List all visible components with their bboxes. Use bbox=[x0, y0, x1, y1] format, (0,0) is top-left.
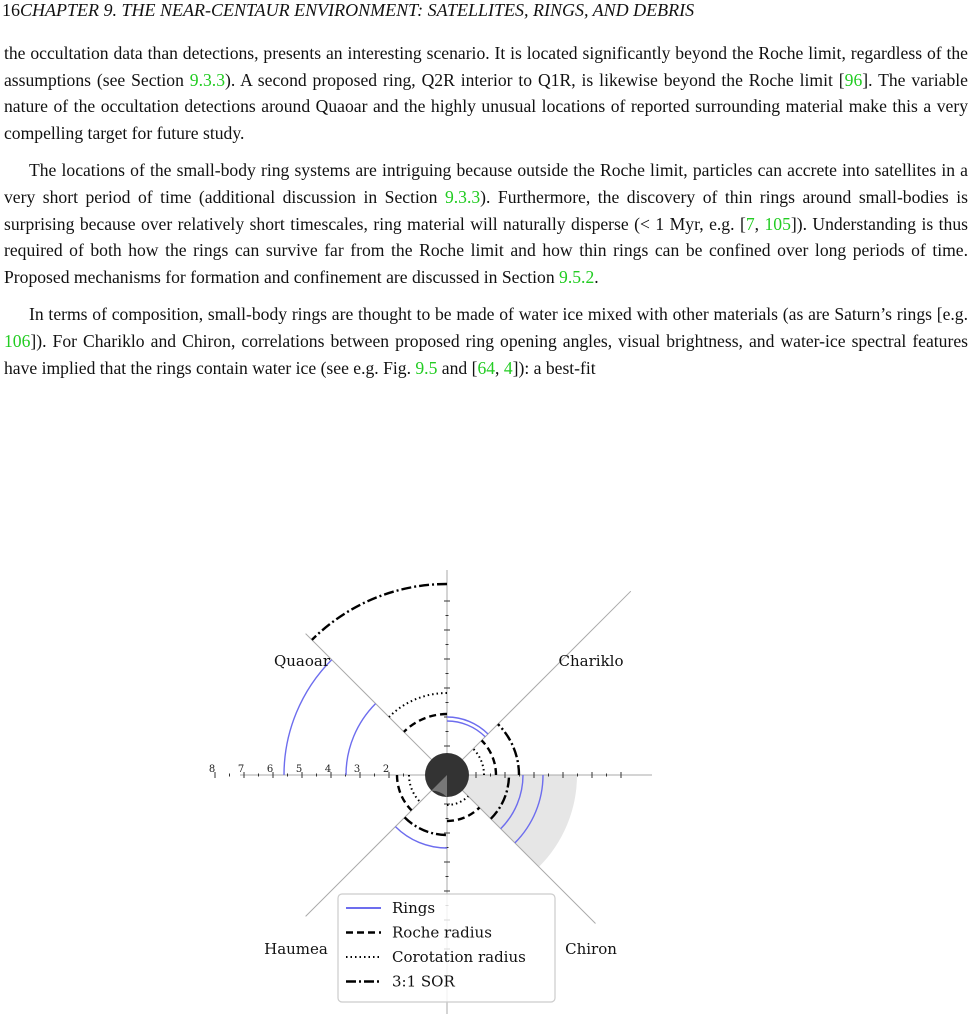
ring-arc-quaoar-outer bbox=[284, 660, 332, 775]
legend-label: Rings bbox=[392, 899, 436, 917]
running-title: CHAPTER 9. THE NEAR-CENTAUR ENVIRONMENT: SATELLITES, RINGS, AND DEBRIS bbox=[20, 0, 695, 20]
reference-link[interactable]: 9.5.2 bbox=[559, 266, 595, 287]
sor-arc-haumea bbox=[405, 817, 447, 835]
page-number: 16 bbox=[2, 0, 20, 20]
running-header bbox=[2, 0, 970, 21]
roche-arc-chiron bbox=[447, 808, 480, 822]
ring-arc-quaoar-inner bbox=[346, 704, 376, 775]
shaded-sector bbox=[447, 775, 577, 867]
corotation-arc-quaoar bbox=[389, 693, 447, 717]
reference-link[interactable]: 106 bbox=[4, 330, 31, 351]
text-run: ). Furthermore, the discovery of thin rings around small-bodies is surprising because over relatively short timescales, ring material will naturally disperse (< 1 Myr, e.g. [ bbox=[4, 186, 968, 234]
ring-arc-chariklo-inner bbox=[447, 721, 485, 737]
sor-arc-chariklo bbox=[498, 724, 519, 775]
corotation-arc-chariklo bbox=[473, 749, 484, 775]
text-run: In terms of composition, small-body rings are thought to be made of water ice mixed with other materials (as are Saturn’s rings [e.g. bbox=[29, 304, 968, 325]
ring-systems-diagram bbox=[0, 430, 974, 1014]
corotation-arc-chiron bbox=[447, 796, 468, 805]
paragraph bbox=[4, 157, 968, 290]
legend-label: 3:1 SOR bbox=[392, 972, 455, 991]
reference-link[interactable]: 9.5 bbox=[415, 357, 438, 378]
body-label-chiron: Chiron bbox=[565, 940, 617, 958]
axis-tick-label: 2 bbox=[382, 764, 390, 775]
corotation-arc-haumea bbox=[409, 775, 420, 802]
legend-label: Roche radius bbox=[392, 923, 492, 942]
text-run: and [ bbox=[437, 357, 478, 378]
body-text bbox=[4, 40, 968, 392]
reference-link[interactable]: 96 bbox=[844, 69, 863, 90]
axis-tick-label: 7 bbox=[237, 764, 245, 775]
text-run: ]). Understanding is thus required of both how the rings can survive far from the Roche limit and how thin rings can be confined over long periods of time. Proposed mechanisms for formation and confinement are discussed in Section bbox=[4, 213, 968, 287]
text-run: ]). For Chariklo and Chiron, correlations between proposed ring opening angles, visual brightness, and water-ice spectral features have implied that the rings contain water ice (see e.g. Fig. bbox=[4, 330, 968, 378]
text-run: ]): a best-fit bbox=[512, 357, 596, 378]
text-run: ). A second proposed ring, Q2R interior to Q1R, is likewise beyond the Roche limit [ bbox=[224, 69, 845, 90]
paragraph bbox=[4, 40, 968, 146]
text-run: . bbox=[594, 266, 599, 287]
text-run: the occultation data than detections, presents an interesting scenario. It is located significantly beyond the Roche limit, regardless of the assumptions (see Section bbox=[4, 43, 968, 90]
axis-tick-label: 6 bbox=[266, 764, 274, 775]
reference-link[interactable]: 64 bbox=[477, 357, 496, 378]
reference-link[interactable]: 9.3.3 bbox=[189, 69, 225, 90]
axis-tick-label: 8 bbox=[208, 764, 216, 775]
paragraph bbox=[4, 301, 968, 381]
text-run: , bbox=[495, 357, 504, 378]
text-run: The locations of the small-body ring systems are intriguing because outside the Roche limit, particles can accrete into satellites in a very short period of time (additional discussion in Section bbox=[4, 160, 968, 207]
sor-arc-quaoar bbox=[312, 584, 447, 640]
body-label-chariklo: Chariklo bbox=[558, 652, 624, 670]
diagonal-axis bbox=[447, 591, 631, 775]
reference-link[interactable]: 4 bbox=[503, 357, 513, 378]
reference-link[interactable]: 105 bbox=[764, 213, 791, 234]
axis-tick-label: 5 bbox=[295, 764, 303, 775]
roche-arc-quaoar bbox=[404, 714, 447, 732]
text-run: , bbox=[754, 213, 765, 234]
body-label-haumea: Haumea bbox=[264, 940, 328, 958]
ring-systems-figure bbox=[0, 430, 974, 1014]
legend-label: Corotation radius bbox=[392, 948, 526, 966]
reference-link[interactable]: 7 bbox=[745, 213, 755, 234]
axis-tick-label: 4 bbox=[324, 764, 332, 775]
body-label-quaoar: Quaoar bbox=[273, 652, 331, 670]
reference-link[interactable]: 9.3.3 bbox=[444, 186, 481, 207]
axis-tick-label: 3 bbox=[353, 764, 361, 775]
text-run: ]. The variable nature of the occultation detections around Quaoar and the highly unusual locations of reported surrounding material make this a very compelling target for future study. bbox=[4, 69, 968, 143]
